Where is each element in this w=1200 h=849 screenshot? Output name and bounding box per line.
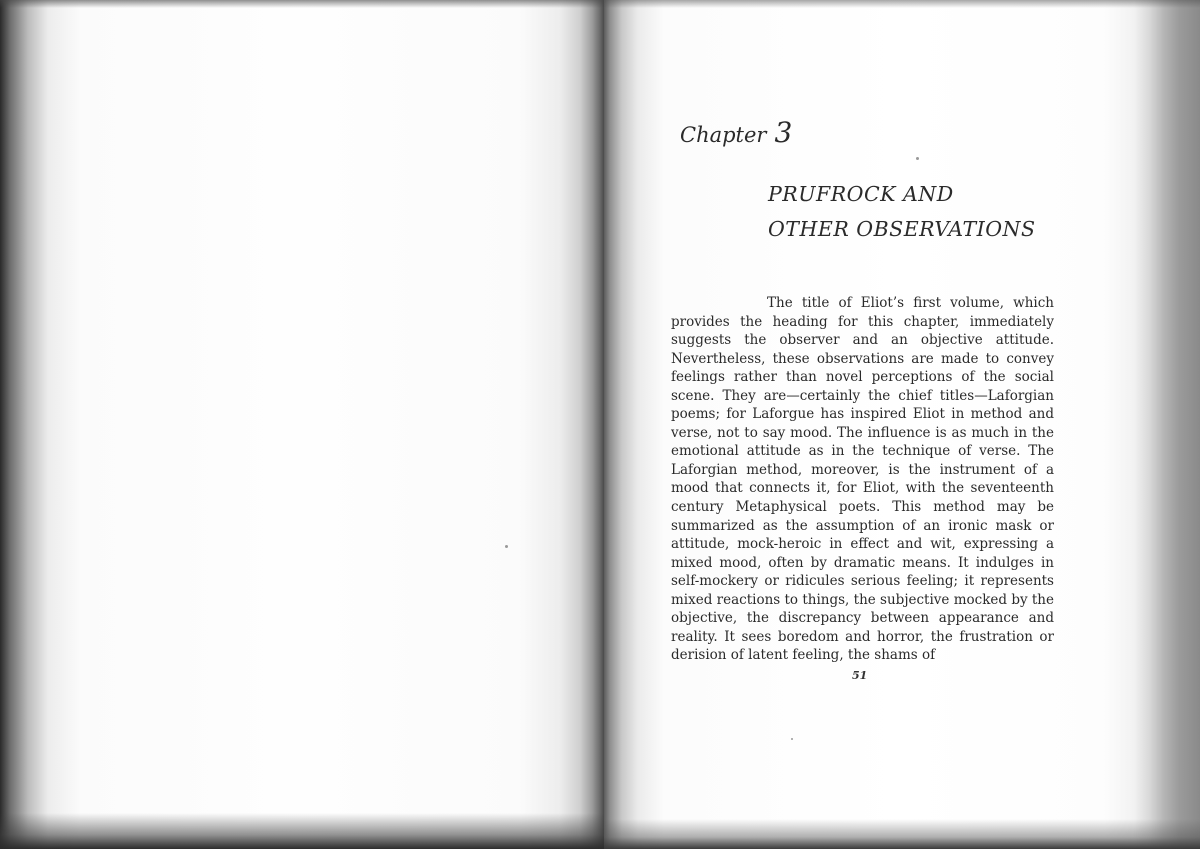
chapter-number: 3 xyxy=(774,116,793,149)
chapter-heading xyxy=(680,116,792,149)
chapter-title-line-2: OTHER OBSERVATIONS xyxy=(768,217,1036,241)
chapter-title-line-1: PRUFROCK AND xyxy=(768,182,954,206)
paper-speck xyxy=(505,545,508,548)
body-paragraph: The title of Eliot’s first volume, which provides the heading for this chapter, immediately suggests the observer and an objective attitude. Nevertheless, these observations are made to convey feelings rather than novel perceptions of the social scene. They are—certainly the chief titles—Laforgian poems; for Laforgue has inspired Eliot in method and verse, not to say mood. The influence is as much in the emotional attitude as in the technique of verse. The Laforgian method, moreover, is the instrument of a mood that connects it, for Eliot, with the seventeenth century Metaphysical poets. This method may be summarized as the assumption of an ironic mask or attitude, mock-heroic in effect and wit, expressing a mixed mood, often by dramatic means. It indulges in self-mockery or ridicules serious feeling; it represents mixed reactions to things, the subjective mocked by the objective, the discrepancy between appearance and reality. It sees boredom and horror, the frustration or derision of latent feeling, the shams of xyxy=(671,295,1054,664)
paper-speck xyxy=(916,157,919,160)
chapter-label: Chapter xyxy=(680,123,767,147)
page-number: 51 xyxy=(852,669,868,682)
paper-speck xyxy=(791,738,793,740)
